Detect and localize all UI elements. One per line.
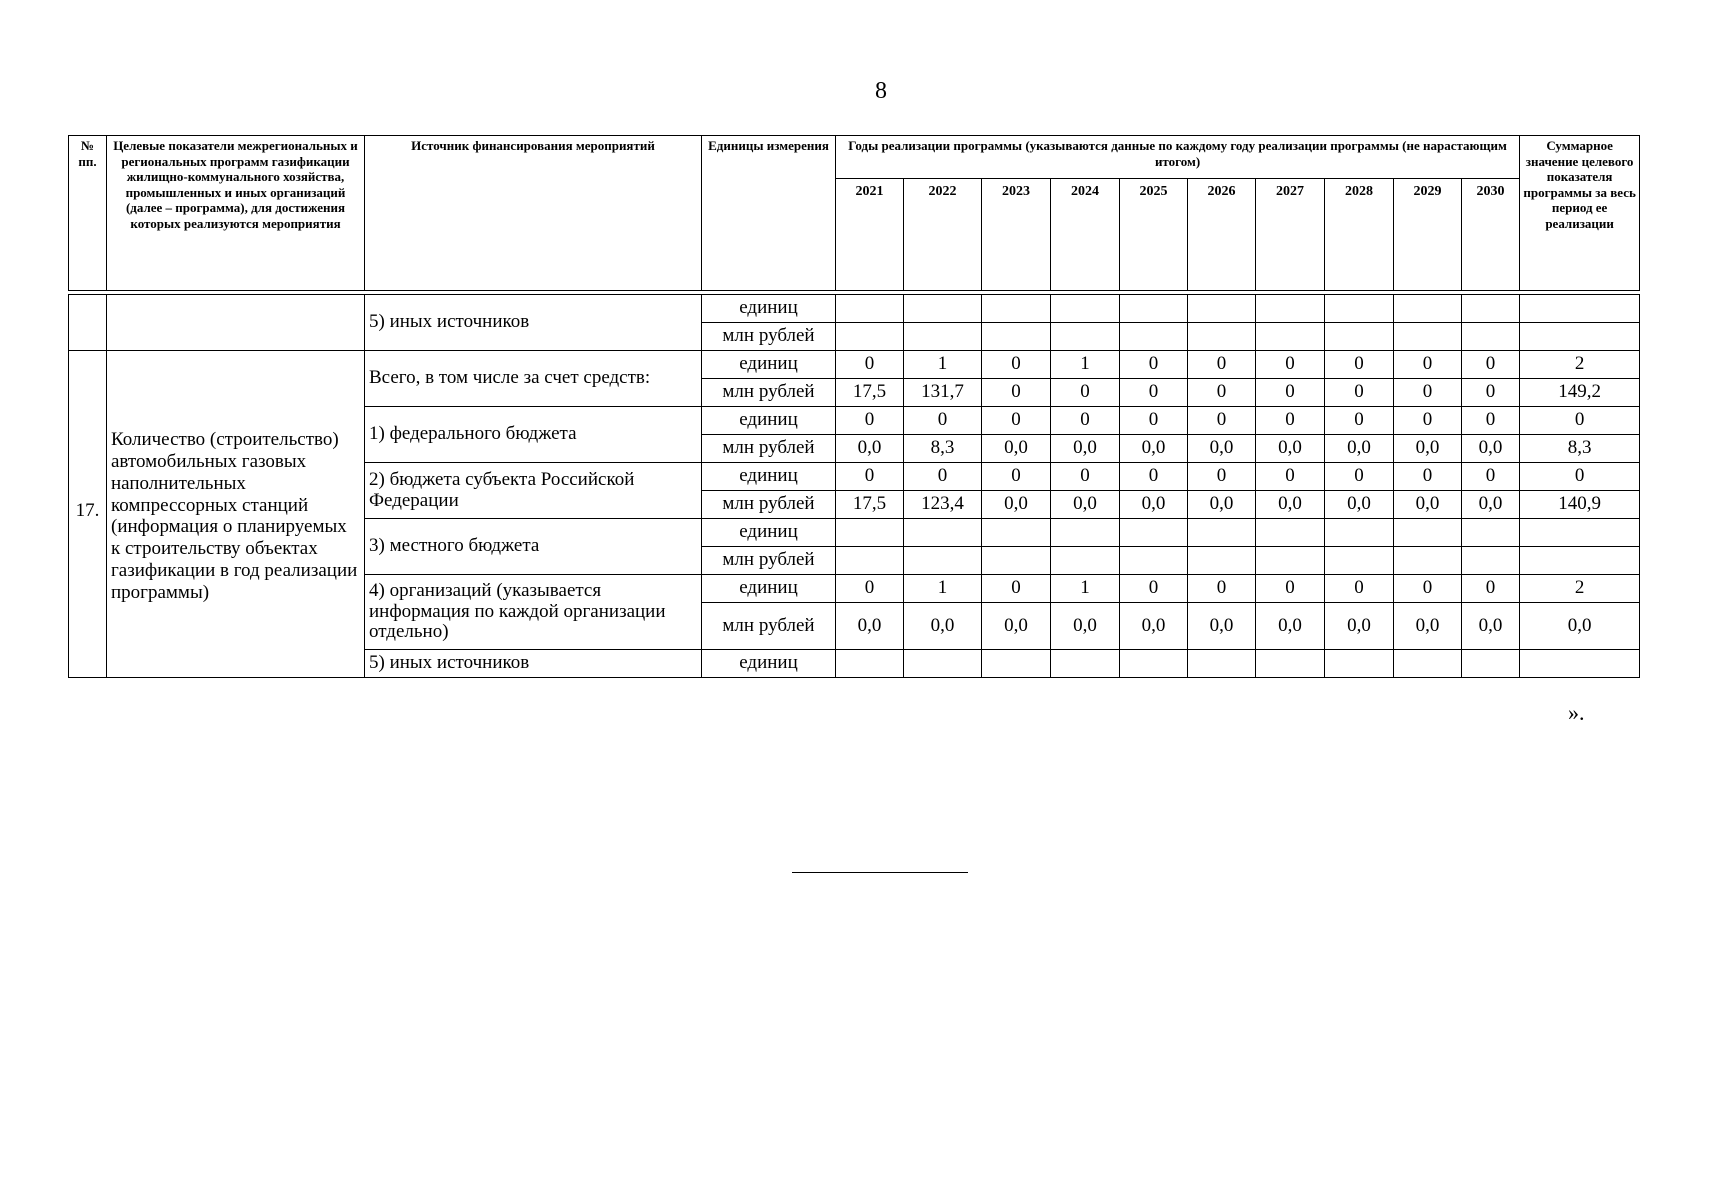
header-year: 2026 [1188, 179, 1256, 291]
unit-cell: единиц [702, 351, 836, 379]
value-cell: 17,5 [836, 379, 904, 407]
value-cell: 0 [904, 407, 982, 435]
value-cell [1394, 650, 1462, 678]
source-cell: 5) иных источников [365, 650, 702, 678]
value-cell: 1 [1051, 575, 1120, 603]
total-cell [1520, 295, 1640, 323]
value-cell: 0 [1394, 463, 1462, 491]
value-cell: 0 [1394, 407, 1462, 435]
value-cell [1394, 323, 1462, 351]
value-cell: 0 [1394, 379, 1462, 407]
total-cell: 0 [1520, 463, 1640, 491]
indicators-table-wrap [68, 135, 1639, 678]
value-cell: 1 [904, 575, 982, 603]
value-cell: 0 [1120, 379, 1188, 407]
total-cell: 2 [1520, 351, 1640, 379]
value-cell: 0,0 [1120, 435, 1188, 463]
value-cell: 0 [904, 463, 982, 491]
value-cell [982, 323, 1051, 351]
table-header [69, 136, 1640, 291]
value-cell: 0 [982, 575, 1051, 603]
value-cell [1256, 650, 1325, 678]
total-cell [1520, 650, 1640, 678]
value-cell: 0,0 [1462, 603, 1520, 650]
source-cell: 4) организаций (указывается информация по каждой организации отдельно) [365, 575, 702, 650]
value-cell: 0,0 [982, 435, 1051, 463]
header-year: 2021 [836, 179, 904, 291]
value-cell: 123,4 [904, 491, 982, 519]
value-cell: 8,3 [904, 435, 982, 463]
value-cell [1051, 519, 1120, 547]
value-cell: 0,0 [1120, 491, 1188, 519]
header-num: № пп. [69, 136, 107, 291]
value-cell [982, 295, 1051, 323]
total-cell: 2 [1520, 575, 1640, 603]
value-cell: 0 [836, 407, 904, 435]
value-cell [1188, 547, 1256, 575]
value-cell: 0,0 [1051, 435, 1120, 463]
value-cell: 0 [1051, 379, 1120, 407]
value-cell: 0,0 [1325, 435, 1394, 463]
unit-cell: млн рублей [702, 379, 836, 407]
value-cell: 0 [982, 407, 1051, 435]
value-cell [904, 295, 982, 323]
value-cell [1188, 323, 1256, 351]
value-cell: 0 [982, 351, 1051, 379]
value-cell [1120, 519, 1188, 547]
unit-cell: единиц [702, 650, 836, 678]
value-cell: 0 [1462, 379, 1520, 407]
value-cell [836, 519, 904, 547]
value-cell [1256, 519, 1325, 547]
value-cell [836, 650, 904, 678]
value-cell [1051, 650, 1120, 678]
value-cell [1188, 650, 1256, 678]
value-cell: 0,0 [1051, 491, 1120, 519]
value-cell: 0,0 [982, 491, 1051, 519]
source-cell: 2) бюджета субъекта Российской Федерации [365, 463, 702, 519]
value-cell: 0 [1256, 463, 1325, 491]
value-cell: 0 [1188, 575, 1256, 603]
value-cell: 0,0 [982, 603, 1051, 650]
value-cell: 0 [1325, 575, 1394, 603]
footer-divider [792, 872, 968, 873]
value-cell: 0 [1051, 407, 1120, 435]
value-cell: 0 [1120, 351, 1188, 379]
value-cell [1256, 547, 1325, 575]
source-cell: Всего, в том числе за счет средств: [365, 351, 702, 407]
value-cell: 0,0 [836, 435, 904, 463]
header-year: 2029 [1394, 179, 1462, 291]
unit-cell: единиц [702, 519, 836, 547]
value-cell [836, 547, 904, 575]
row-num-cell: 17. [69, 351, 107, 678]
source-cell: 3) местного бюджета [365, 519, 702, 575]
value-cell: 1 [1051, 351, 1120, 379]
header-source: Источник финансирования мероприятий [365, 136, 702, 291]
table-row [69, 295, 1640, 323]
value-cell: 0 [1394, 351, 1462, 379]
value-cell [1051, 295, 1120, 323]
value-cell: 0 [1394, 575, 1462, 603]
indicator-cell: Количество (строительство) автомобильных газовых наполнительных компрессорных станций (информация о планируемых к строительству объектах газификации в год реализации программы) [107, 351, 365, 678]
total-cell [1520, 323, 1640, 351]
table-body [69, 295, 1640, 678]
value-cell [982, 547, 1051, 575]
value-cell [1462, 547, 1520, 575]
value-cell [1325, 547, 1394, 575]
value-cell: 0,0 [1394, 603, 1462, 650]
value-cell: 0 [982, 379, 1051, 407]
value-cell: 0 [1120, 575, 1188, 603]
value-cell: 0,0 [1325, 603, 1394, 650]
value-cell [1120, 295, 1188, 323]
value-cell [1325, 295, 1394, 323]
header-year: 2022 [904, 179, 982, 291]
value-cell [904, 323, 982, 351]
value-cell: 0,0 [1462, 435, 1520, 463]
row-num-cell [69, 295, 107, 351]
value-cell: 1 [904, 351, 982, 379]
value-cell [982, 519, 1051, 547]
value-cell [1394, 519, 1462, 547]
header-unit: Единицы измерения [702, 136, 836, 291]
value-cell [1462, 650, 1520, 678]
value-cell: 0 [1325, 351, 1394, 379]
header-year: 2028 [1325, 179, 1394, 291]
value-cell [1188, 519, 1256, 547]
value-cell: 0 [1256, 351, 1325, 379]
value-cell: 0,0 [1394, 491, 1462, 519]
value-cell: 0 [1325, 407, 1394, 435]
value-cell: 0 [1120, 463, 1188, 491]
end-mark: ». [1568, 700, 1585, 725]
unit-cell: млн рублей [702, 435, 836, 463]
total-cell: 149,2 [1520, 379, 1640, 407]
value-cell: 0 [1256, 575, 1325, 603]
header-year: 2030 [1462, 179, 1520, 291]
unit-cell: единиц [702, 575, 836, 603]
unit-cell: млн рублей [702, 547, 836, 575]
value-cell [904, 519, 982, 547]
value-cell: 0,0 [1325, 491, 1394, 519]
source-cell: 1) федерального бюджета [365, 407, 702, 463]
value-cell [1394, 547, 1462, 575]
value-cell: 0,0 [1256, 603, 1325, 650]
value-cell: 0,0 [1462, 491, 1520, 519]
total-cell: 0,0 [1520, 603, 1640, 650]
total-cell: 0 [1520, 407, 1640, 435]
value-cell: 0,0 [1120, 603, 1188, 650]
header-year: 2027 [1256, 179, 1325, 291]
value-cell [904, 547, 982, 575]
value-cell: 0,0 [1394, 435, 1462, 463]
value-cell: 0 [1462, 575, 1520, 603]
value-cell [836, 295, 904, 323]
value-cell: 0,0 [836, 603, 904, 650]
value-cell: 0,0 [1051, 603, 1120, 650]
value-cell [1394, 295, 1462, 323]
value-cell: 0 [1188, 463, 1256, 491]
value-cell [1256, 323, 1325, 351]
unit-cell: млн рублей [702, 323, 836, 351]
total-cell: 140,9 [1520, 491, 1640, 519]
value-cell: 0 [1325, 379, 1394, 407]
value-cell [1188, 295, 1256, 323]
value-cell: 0 [1188, 407, 1256, 435]
value-cell: 0,0 [1188, 491, 1256, 519]
value-cell [1120, 323, 1188, 351]
total-cell [1520, 519, 1640, 547]
indicator-cell [107, 295, 365, 351]
value-cell: 131,7 [904, 379, 982, 407]
header-year: 2023 [982, 179, 1051, 291]
indicators-table [68, 135, 1640, 678]
value-cell [1256, 295, 1325, 323]
value-cell: 0,0 [904, 603, 982, 650]
value-cell [982, 650, 1051, 678]
value-cell [836, 323, 904, 351]
source-cell: 5) иных источников [365, 295, 702, 351]
value-cell [1462, 519, 1520, 547]
value-cell: 0,0 [1188, 435, 1256, 463]
page-number: 8 [875, 78, 887, 104]
header-total: Суммарное значение целевого показателя программы за весь период ее реализации [1520, 136, 1640, 291]
header-indicator: Целевые показатели межрегиональных и региональных программ газификации жилищно-коммунального хозяйства, промышленных и иных организаций (далее – программа), для достижения которых реализуются мероприятия [107, 136, 365, 291]
unit-cell: единиц [702, 463, 836, 491]
value-cell: 0 [1188, 379, 1256, 407]
header-year: 2025 [1120, 179, 1188, 291]
value-cell: 0 [836, 463, 904, 491]
value-cell: 0 [1462, 463, 1520, 491]
value-cell: 0 [836, 575, 904, 603]
total-cell [1520, 547, 1640, 575]
value-cell: 0 [836, 351, 904, 379]
value-cell: 0 [1256, 407, 1325, 435]
value-cell [1120, 547, 1188, 575]
value-cell: 0,0 [1256, 435, 1325, 463]
unit-cell: млн рублей [702, 603, 836, 650]
unit-cell: единиц [702, 407, 836, 435]
value-cell: 0,0 [1256, 491, 1325, 519]
value-cell: 0 [1051, 463, 1120, 491]
value-cell: 0 [1462, 407, 1520, 435]
value-cell [1462, 323, 1520, 351]
value-cell [1325, 650, 1394, 678]
value-cell [1325, 519, 1394, 547]
header-year: 2024 [1051, 179, 1120, 291]
header-years: Годы реализации программы (указываются данные по каждому году реализации программы (не нарастающим итогом) [836, 136, 1520, 179]
value-cell: 0 [1120, 407, 1188, 435]
total-cell: 8,3 [1520, 435, 1640, 463]
value-cell [1120, 650, 1188, 678]
value-cell [1325, 323, 1394, 351]
value-cell [1462, 295, 1520, 323]
value-cell [904, 650, 982, 678]
value-cell: 0 [1325, 463, 1394, 491]
value-cell: 0,0 [1188, 603, 1256, 650]
table-row [69, 351, 1640, 379]
value-cell: 17,5 [836, 491, 904, 519]
value-cell: 0 [1462, 351, 1520, 379]
value-cell: 0 [982, 463, 1051, 491]
value-cell [1051, 323, 1120, 351]
value-cell: 0 [1256, 379, 1325, 407]
unit-cell: млн рублей [702, 491, 836, 519]
value-cell: 0 [1188, 351, 1256, 379]
value-cell [1051, 547, 1120, 575]
unit-cell: единиц [702, 295, 836, 323]
